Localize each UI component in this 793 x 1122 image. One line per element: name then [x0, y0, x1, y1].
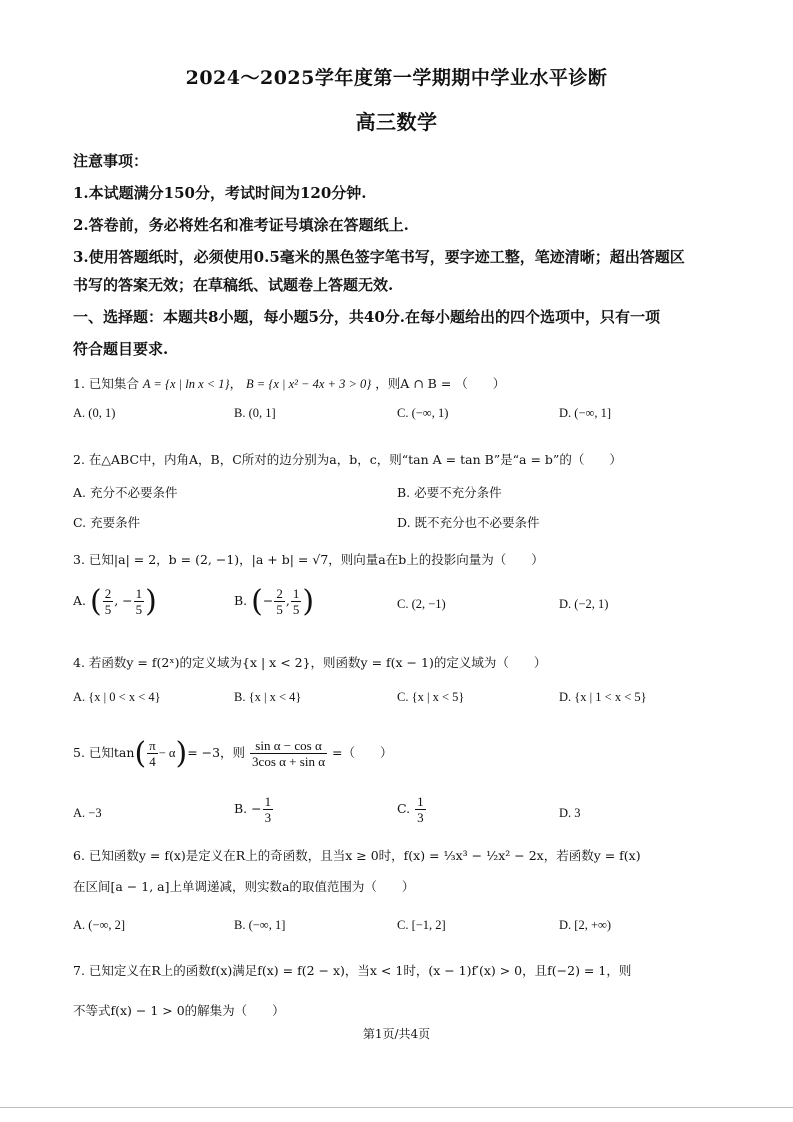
section-1-heading-cont: 符合题目要求.	[73, 340, 169, 358]
q1-option-a[interactable]: A. (0, 1)	[73, 406, 116, 420]
question-2: 2. 在△ABC中，内角A，B，C所对的边分别为a，b，c，则“tan A = tan B”是“a = b”的（ ）	[73, 452, 622, 467]
question-5: 5. 已知tan( $\frac{\pi}{4}$ − α)= −3，则 $\frac{\text{sin α − cos α}}{\text{3cos α + sin α}}$ =（ ）	[73, 736, 393, 771]
notice-item-1: 1.本试题满分150分，考试时间为120分钟.	[73, 184, 367, 202]
q5-eq: = −3，则	[187, 745, 246, 760]
question-6-line-1: 6. 已知函数y = f(x)是定义在R上的奇函数，且当x ≥ 0时，f(x) = ⅓x³ − ½x² − 2x，若函数y = f(x)	[73, 848, 641, 863]
q5-option-c-label: C.	[397, 801, 411, 816]
q5-four: 4	[149, 754, 156, 769]
q3-option-b-label: B.	[234, 593, 248, 608]
notice-item-3b: 书写的答案无效；在草稿纸、试题卷上答题无效.	[73, 276, 394, 294]
q1-option-b[interactable]: B. (0, 1]	[234, 406, 276, 420]
q5-minus-alpha: − α	[158, 746, 176, 760]
q4-option-b[interactable]: B. {x | x < 4}	[234, 690, 302, 704]
q5-numerator: sin α − cos α	[250, 738, 327, 754]
q5-option-b-label: B. −	[234, 801, 262, 816]
q6-option-d[interactable]: D. [2, +∞)	[559, 918, 612, 932]
question-1: 1. 已知集合 A = {x | ln x < 1}， B = {x | x² − 4x + 3 > 0} ，则A ∩ B = （ ）	[73, 376, 506, 391]
q3a-den2: 5	[135, 602, 143, 617]
q1-option-c[interactable]: C. (−∞, 1)	[397, 406, 449, 420]
q3b-num1: 2	[276, 586, 283, 601]
q1-prefix: 1. 已知集合	[73, 376, 139, 391]
q6-option-c[interactable]: C. [−1, 2]	[397, 918, 446, 932]
q5-denominator: 3cos α + sin α	[252, 754, 326, 769]
notice-item-3a: 3.使用答题纸时，必须使用0.5毫米的黑色签字笔书写，要字迹工整，笔迹清晰；超出答题区	[73, 248, 685, 266]
q3a-den1: 5	[104, 602, 112, 617]
q4-option-c[interactable]: C. {x | x < 5}	[397, 690, 465, 704]
q1-option-d[interactable]: D. (−∞, 1]	[559, 406, 612, 420]
question-7-line-2: 不等式f(x) − 1 > 0的解集为（ ）	[73, 1003, 285, 1018]
q3a-num2: 1	[135, 586, 143, 601]
q3b-den2: 5	[292, 602, 300, 617]
q5-ask: =（ ）	[332, 745, 393, 760]
q3-option-a-label: A.	[73, 593, 87, 608]
q3b-den1: 5	[276, 602, 283, 617]
q5-option-d[interactable]: D. 3	[559, 806, 581, 820]
q1-set-b: B = {x | x² − 4x + 3 > 0}	[246, 377, 372, 391]
q3-option-b[interactable]: B. (− $\frac{2}{5}$ , $\frac{1}{5}$ )	[234, 584, 315, 619]
exam-title: 2024～2025学年度第一学期期中学业水平诊断	[185, 67, 608, 89]
q2-option-a[interactable]: A. 充分不必要条件	[73, 485, 178, 500]
q5-option-b[interactable]	[234, 794, 274, 825]
q3-option-c[interactable]: C. (2, −1)	[397, 597, 446, 611]
exam-subtitle: 高三数学	[355, 110, 438, 134]
q6-option-a[interactable]: A. (−∞, 2]	[73, 918, 126, 932]
section-1-heading: 一、选择题：本题共8小题，每小题5分，共40分.在每小题给出的四个选项中，只有一项	[73, 308, 660, 326]
q3-option-a[interactable]: A. ( $\frac{2}{5}$ , − $\frac{1}{5}$ )	[73, 584, 157, 619]
q2-option-d[interactable]: D. 既不充分也不必要条件	[397, 515, 540, 530]
q4-option-d[interactable]: D. {x | 1 < x < 5}	[559, 690, 647, 704]
q4-option-a[interactable]: A. {x | 0 < x < 4}	[73, 690, 161, 704]
q5-option-a[interactable]: A. −3	[73, 806, 102, 820]
question-6-line-2: 在区间[a − 1, a]上单调递减，则实数a的取值范围为（ ）	[73, 879, 415, 894]
question-7-line-1: 7. 已知定义在R上的函数f(x)满足f(x) = f(2 − x)，当x < 1时，(x − 1)f′(x) > 0，且f(−2) = 1，则	[73, 963, 632, 978]
q5c-den: 3	[417, 810, 424, 825]
q5b-den: 3	[264, 810, 272, 825]
notice-heading: 注意事项：	[73, 152, 149, 170]
q5c-num: 1	[417, 794, 424, 809]
notice-item-2: 2.答卷前，务必将姓名和准考证号填涂在答题纸上.	[73, 216, 409, 234]
page-footer: 第1页/共4页	[362, 1027, 431, 1041]
q3b-num2: 1	[292, 586, 300, 601]
q2-option-b[interactable]: B. 必要不充分条件	[397, 485, 502, 500]
q1-set-a: A = {x | ln x < 1}	[142, 377, 230, 391]
q3-option-d[interactable]: D. (−2, 1)	[559, 597, 609, 611]
bottom-divider	[0, 1107, 793, 1108]
q5-prefix: 5. 已知tan	[73, 745, 135, 760]
question-4: 4. 若函数y = f(2ˣ)的定义域为{x | x < 2}，则函数y = f(x − 1)的定义域为（ ）	[73, 655, 547, 670]
question-3: 3. 已知|a| = 2，b = (2, −1)，|a + b| = √7，则向量a在b上的投影向量为（ ）	[73, 552, 544, 567]
q5b-num: 1	[264, 794, 272, 809]
q3a-num1: 2	[104, 586, 112, 601]
q5-pi: π	[149, 738, 156, 753]
q1-ask: ，则A ∩ B = （ ）	[375, 376, 506, 391]
q5-option-c[interactable]	[397, 794, 427, 825]
q6-option-b[interactable]: B. (−∞, 1]	[234, 918, 286, 932]
q2-option-c[interactable]: C. 充要条件	[73, 515, 141, 530]
